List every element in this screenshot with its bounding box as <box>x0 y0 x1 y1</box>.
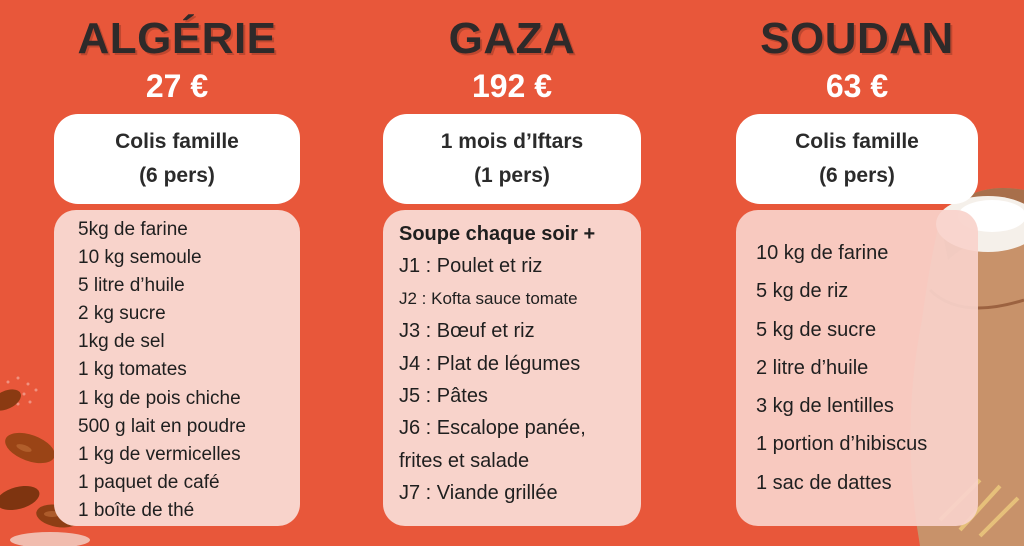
list-item: frites et salade <box>399 449 530 472</box>
price: 192 € <box>471 68 553 104</box>
list-item: J2 : Kofta sauce tomate <box>399 288 578 308</box>
list-item: 1 boîte de thé <box>78 499 195 521</box>
list-item: 1 paquet de café <box>78 471 220 493</box>
price: 27 € <box>145 68 209 104</box>
items-list-algerie <box>54 210 300 526</box>
list-item: 1 kg de pois chiche <box>78 387 241 409</box>
country-title: GAZA <box>448 14 576 63</box>
country-title: ALGÉRIE <box>77 14 277 63</box>
country-title: SOUDAN <box>760 14 954 63</box>
pack-title: Colis famille <box>115 130 239 153</box>
list-item: 1 portion d’hibiscus <box>756 433 928 456</box>
list-item: 5 kg de sucre <box>756 318 877 341</box>
pack-title: 1 mois d’Iftars <box>440 130 584 153</box>
pack-card-algerie[interactable] <box>54 114 300 204</box>
list-item: 1kg de sel <box>78 331 165 353</box>
list-item: 10 kg de farine <box>756 242 889 264</box>
list-item: 2 litre d’huile <box>756 356 869 379</box>
pack-people: (6 pers) <box>819 164 895 187</box>
list-item: 3 kg de lentilles <box>756 395 894 418</box>
pack-card-gaza[interactable] <box>383 114 641 204</box>
list-heading: Soupe chaque soir + <box>399 223 596 245</box>
list-item: 500 g lait en poudre <box>78 415 246 437</box>
list-item: 1 sac de dattes <box>756 471 892 494</box>
pack-people: (6 pers) <box>139 164 215 187</box>
list-item: J1 : Poulet et riz <box>399 255 543 278</box>
list-item: J6 : Escalope panée, <box>399 417 586 440</box>
pack-card-soudan[interactable] <box>736 114 978 204</box>
pack-title: Colis famille <box>795 130 919 153</box>
list-item: J5 : Pâtes <box>399 385 488 408</box>
list-item: 2 kg sucre <box>78 303 166 325</box>
price: 63 € <box>825 68 889 104</box>
items-list-soudan <box>736 210 978 526</box>
pack-people: (1 pers) <box>474 164 550 187</box>
list-item: 10 kg semoule <box>78 247 202 269</box>
list-item: J3 : Bœuf et riz <box>399 320 535 343</box>
list-item: J7 : Viande grillée <box>399 482 558 505</box>
list-item: J4 : Plat de légumes <box>399 352 581 375</box>
items-list-gaza <box>383 210 641 526</box>
list-item: 5kg de farine <box>78 219 188 240</box>
list-item: 5 litre d’huile <box>78 275 185 297</box>
list-item: 5 kg de riz <box>756 280 849 303</box>
list-item: 1 kg de vermicelles <box>78 443 241 465</box>
list-item: 1 kg tomates <box>78 359 187 381</box>
